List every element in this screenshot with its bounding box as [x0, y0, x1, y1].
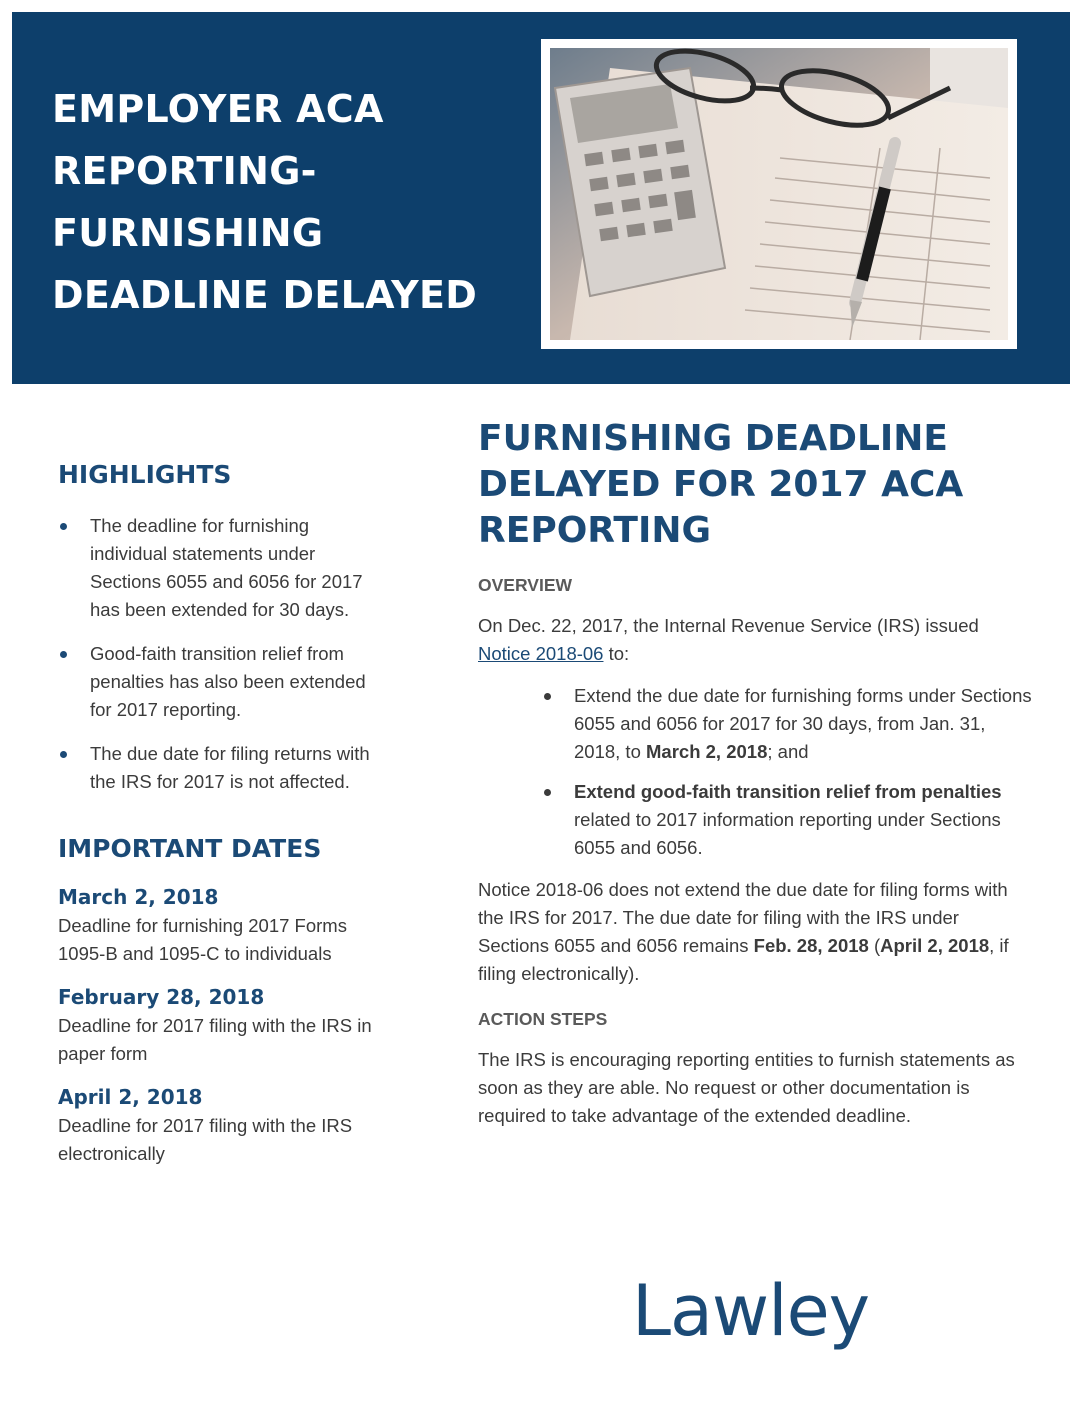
- filing-paragraph: [478, 876, 1034, 988]
- date-description: Deadline for 2017 filing with the IRS electronically: [58, 1115, 353, 1164]
- banner-title-line: FURNISHING: [52, 211, 324, 255]
- highlights-list: [58, 512, 388, 796]
- notice-actions-list: [478, 682, 1034, 862]
- important-dates-heading: IMPORTANT DATES: [58, 834, 322, 863]
- highlight-text: The deadline for furnishing individual statements under Sections 6055 and 6056 for 2017 has been extended for 30 days.: [90, 515, 363, 620]
- lawley-logo: Lawley: [632, 1270, 870, 1352]
- bullet-text: related to 2017 information reporting under Sections 6055 and 6056.: [574, 809, 1001, 858]
- bullet-icon: [544, 693, 551, 700]
- banner-photo-frame: [541, 39, 1017, 349]
- bullet-icon: [60, 523, 67, 530]
- bullet-text-end: ; and: [767, 741, 809, 762]
- date-entry: [58, 982, 388, 1068]
- list-item: [542, 682, 1034, 766]
- bullet-icon: [60, 651, 67, 658]
- banner-title-line: DEADLINE DELAYED: [52, 273, 478, 317]
- date-title: April 2, 2018: [58, 1085, 203, 1109]
- list-item: [58, 512, 388, 624]
- date-description: Deadline for 2017 filing with the IRS in paper form: [58, 1015, 372, 1064]
- article-title-line: FURNISHING DEADLINE: [478, 418, 949, 459]
- intro-text: On Dec. 22, 2017, the Internal Revenue Service (IRS) issued: [478, 615, 979, 636]
- banner-title: [52, 78, 512, 326]
- header-banner: [12, 12, 1070, 384]
- notice-link[interactable]: Notice 2018-06: [478, 643, 604, 664]
- article-title-line: DELAYED FOR 2017 ACA: [478, 464, 964, 505]
- filing-text-end: , if filing electronically).: [478, 935, 1009, 984]
- filing-text: Notice 2018-06 does not extend the due date for filing forms with the IRS for 2017. The due date for filing with the IRS under Sections 6055 and 6056 remains: [478, 879, 1008, 956]
- bullet-icon: [60, 751, 67, 758]
- bullet-bold-text: Extend good-faith transition relief from penalties: [574, 781, 1002, 802]
- action-steps-heading: ACTION STEPS: [478, 1009, 608, 1029]
- list-item: [58, 740, 388, 796]
- bullet-icon: [544, 789, 551, 796]
- filing-bold-date: April 2, 2018: [880, 935, 990, 956]
- action-steps-paragraph: The IRS is encouraging reporting entities to furnish statements as soon as they are able. No request or other documentation is required to take advantage of the extended deadline.: [478, 1049, 1015, 1126]
- filing-bold-date: Feb. 28, 2018: [753, 935, 869, 956]
- banner-title-line: EMPLOYER ACA: [52, 87, 384, 131]
- overview-heading: OVERVIEW: [478, 575, 573, 595]
- article-title: [478, 416, 1034, 554]
- date-entry: [58, 1082, 388, 1168]
- list-item: [58, 640, 388, 724]
- highlight-text: The due date for filing returns with the IRS for 2017 is not affected.: [90, 743, 370, 792]
- left-column: [58, 458, 388, 1168]
- date-description: Deadline for furnishing 2017 Forms 1095-B and 1095-C to individuals: [58, 915, 347, 964]
- highlight-text: Good-faith transition relief from penalties has also been extended for 2017 reporting.: [90, 643, 366, 720]
- date-entry: [58, 882, 388, 968]
- intro-paragraph: [478, 612, 1034, 668]
- article-column: [478, 416, 1034, 1130]
- date-title: March 2, 2018: [58, 885, 219, 909]
- banner-title-line: REPORTING-: [52, 149, 317, 193]
- article-title-line: REPORTING: [478, 510, 712, 551]
- intro-text-end: to:: [603, 643, 630, 664]
- list-item: [542, 778, 1034, 862]
- bullet-bold-text: March 2, 2018: [646, 741, 768, 762]
- filing-text-mid: (: [868, 935, 881, 956]
- bullet-text: Extend the due date for furnishing forms under Sections 6055 and 6056 for 2017 for 30 days, from Jan. 31, 2018, to: [574, 685, 1032, 762]
- date-title: February 28, 2018: [58, 985, 265, 1009]
- highlights-heading: HIGHLIGHTS: [58, 460, 232, 489]
- calculator-glasses-pen-photo: [550, 48, 1008, 340]
